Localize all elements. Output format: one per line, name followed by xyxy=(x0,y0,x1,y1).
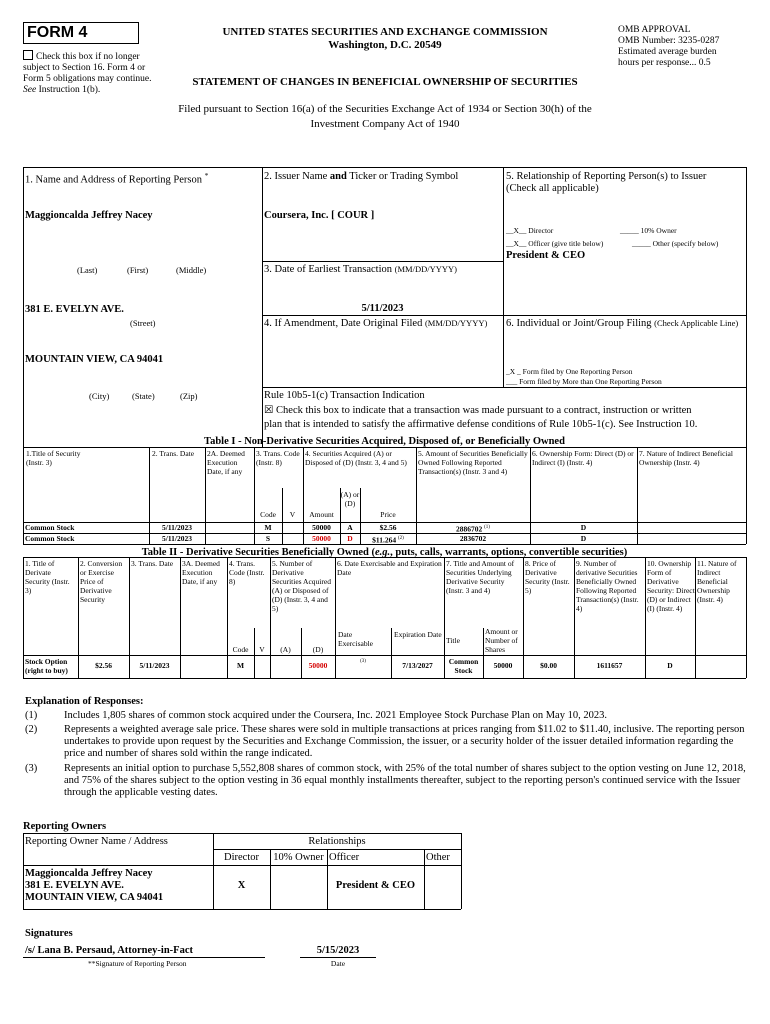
t1-h4: 4. Securities Acquired (A) or Disposed of (D) (Instr. 3, 4 and 5) xyxy=(305,449,407,467)
owner-street: 381 E. EVELYN AVE. xyxy=(25,880,124,891)
note2-num: (2) xyxy=(25,724,38,735)
t2-r1-expiration: 7/13/2027 xyxy=(402,661,433,670)
owners-col-director: Director xyxy=(224,852,259,863)
t1-r1-owned: 2886702 xyxy=(456,524,483,534)
box2-label xyxy=(264,171,458,183)
burden-line2: hours per response... 0.5 xyxy=(618,58,711,68)
note3-text: Represents an initial option to purchase 5,552,808 shares of common stock, with 25% of the total number of shares subject to the option vesting on June 12, 2018, and 75% of the shares subject to the option vesting in 36 equal monthly installments thereafter, subject to the reporting person's continued service with the Issuer through the applicable vesting dates. xyxy=(64,763,746,798)
t1-r1-owned-note[interactable]: (1) xyxy=(484,525,490,530)
t1-sub-aord: (A) or (D) xyxy=(340,490,360,508)
t1-r2-price-note[interactable]: (2) xyxy=(398,536,404,541)
note1-num: (1) xyxy=(25,710,38,721)
t2-r1-under-title: Common Stock xyxy=(448,657,479,675)
t2-h2: 2. Conversion or Exercise Price of Derivative Security xyxy=(80,559,123,604)
rule10b5-title: Rule 10b5-1(c) Transaction Indication xyxy=(264,390,425,401)
t2-r1-d: 50000 xyxy=(308,661,328,670)
t2-h9: 9. Number of derivative Securities Beneficially Owned Following Reported Transaction(s) (Instr. 4) xyxy=(576,559,639,613)
section16-checkbox-block xyxy=(23,50,155,96)
box4-label-text: 4. If Amendment, Date Original Filed xyxy=(264,318,423,329)
box6-note: (Check Applicable Line) xyxy=(654,318,739,328)
form-title: FORM 4 xyxy=(27,24,88,41)
t2-r1-form: D xyxy=(667,661,673,670)
box2-label-pre: 2. Issuer Name xyxy=(264,171,328,182)
owner-city: MOUNTAIN VIEW, CA 94041 xyxy=(25,892,164,903)
t1-h2a: 2A. Deemed Execution Date, if any xyxy=(207,449,245,476)
last-label: (Last) xyxy=(77,265,98,275)
owners-title: Reporting Owners xyxy=(23,821,107,832)
t2-h11: 11. Nature of Indirect Beneficial Ownership (Instr. 4) xyxy=(697,559,737,604)
t1-r1-aord: A xyxy=(347,523,353,532)
box4-format: (MM/DD/YYYY) xyxy=(424,318,488,328)
t2-r1-owned: 1611657 xyxy=(596,661,623,670)
box6-label xyxy=(506,318,744,330)
multi-person-option[interactable]: ___ Form filed by More than One Reporting Person xyxy=(506,377,662,386)
t2-r1-price: $2.56 xyxy=(95,661,112,670)
t1-sub-amount: Amount xyxy=(309,510,334,519)
table1-title: Table I - Non-Derivative Securities Acquired, Disposed of, or Beneficially Owned xyxy=(204,436,565,447)
omb-box xyxy=(618,25,758,69)
box3-label xyxy=(264,264,457,276)
officer-title: President & CEO xyxy=(506,250,586,261)
box1-label xyxy=(25,171,208,187)
owners-relationships: Relationships xyxy=(308,836,366,847)
t1-sub-v: V xyxy=(289,510,296,519)
issuer-name: Coursera, Inc. [ COUR ] xyxy=(264,210,375,221)
box5-label-line1: 5. Relationship of Reporting Person(s) to Issuer xyxy=(506,171,707,182)
form-title-box xyxy=(23,22,139,44)
street-label: (Street) xyxy=(130,318,156,328)
state-label: (State) xyxy=(132,391,155,401)
agency-location: Washington, D.C. 20549 xyxy=(328,39,442,51)
t2-r1-exercisable-note[interactable]: (3) xyxy=(360,659,366,664)
t2-h3: 3. Trans. Date xyxy=(131,559,174,568)
box2-label-post: Ticker or Trading Symbol xyxy=(349,171,459,182)
t1-h1: 1.Title of Security (Instr. 3) xyxy=(26,449,81,467)
t1-r2-form: D xyxy=(580,534,587,543)
first-label: (First) xyxy=(127,265,149,275)
t2-r1-under-amount: 50000 xyxy=(493,661,513,670)
signature-date: 5/15/2023 xyxy=(316,945,360,956)
t1-h2: 2. Trans. Date xyxy=(152,449,195,458)
t2-r1-title: Stock Option (right to buy) xyxy=(25,657,68,675)
section16-checkbox-label: Check this box if no longer subject to Section 16. Form 4 or Form 5 obligations may continue. xyxy=(23,52,152,84)
t1-r2-date: 5/11/2023 xyxy=(161,534,192,543)
t2-sub-title: Title xyxy=(446,636,460,645)
t2-h4: 4. Trans. Code (Instr. 8) xyxy=(229,559,265,586)
other-checkbox[interactable]: _____ Other (specify below) xyxy=(632,239,719,248)
owners-col-name: Reporting Owner Name / Address xyxy=(25,836,168,847)
city-state-zip: MOUNTAIN VIEW, CA 94041 xyxy=(25,354,164,365)
t2-h10: 10. Ownership Form of Derivative Security: Direct (D) or Indirect (I) (Instr. 4) xyxy=(647,559,695,613)
reporting-person-name: Maggioncalda Jeffrey Nacey xyxy=(25,210,153,221)
t2-h6: 6. Date Exercisable and Expiration Date xyxy=(337,559,442,577)
t2-sub-code: Code xyxy=(232,645,249,654)
rule10b5-text-line2: plan that is intended to satisfy the affirmative defense conditions of Rule 10b5-1(c). See Instruction 10. xyxy=(264,419,698,430)
t1-r1-form: D xyxy=(580,523,587,532)
t1-r1-price: $2.56 xyxy=(379,523,397,532)
box3-label-text: 3. Date of Earliest Transaction xyxy=(264,264,393,275)
table2-title-pre: Table II - Derivative Securities Beneficially Owned ( xyxy=(141,547,375,558)
signature-label: **Signature of Reporting Person xyxy=(88,959,187,968)
t1-r2-amount: 50000 xyxy=(312,534,331,543)
note2-text: Represents a weighted average sale price. These shares were sold in multiple transactions at prices ranging from $11.02 to $11.40, inclusive. The reporting person undertakes to provide upon request by the Securities and Exchange Commission, the issuer, or a security holder of the issuer detailed information regarding the price and number of shares sold within the range indicated. xyxy=(64,724,745,759)
one-person-option[interactable]: _X _ Form filed by One Reporting Person xyxy=(506,367,633,376)
statement-title: STATEMENT OF CHANGES IN BENEFICIAL OWNERSHIP OF SECURITIES xyxy=(192,76,578,88)
explanation-title: Explanation of Responses: xyxy=(25,696,144,707)
box1-label-mark: * xyxy=(204,171,209,180)
box2-label-and: and xyxy=(329,171,347,182)
t1-r2-price: $11.264 xyxy=(372,535,397,545)
t2-sub-a: (A) xyxy=(280,645,291,654)
rule10b5-checkbox-row xyxy=(264,405,746,417)
officer-checkbox[interactable]: __X__ Officer (give title below) xyxy=(506,239,604,248)
owner-director-mark: X xyxy=(237,880,246,891)
owner-address xyxy=(25,868,213,904)
filed-pursuant-line1: Filed pursuant to Section 16(a) of the Securities Exchange Act of 1934 or Section 30(h) of the xyxy=(178,103,592,115)
t2-h8: 8. Price of Derivative Security (Instr. 5) xyxy=(525,559,570,595)
box5-label-line2: (Check all applicable) xyxy=(506,183,599,194)
signer-name: /s/ Lana B. Persaud, Attorney-in-Fact xyxy=(25,945,193,956)
t1-r2-aord: D xyxy=(347,534,353,543)
date-label: Date xyxy=(330,959,346,968)
t2-sub-date-ex: Date Exercisable xyxy=(338,630,373,648)
street-address: 381 E. EVELYN AVE. xyxy=(25,304,124,315)
table2-title-post: , puts, calls, warrants, options, convertible securities) xyxy=(390,547,628,558)
ten-percent-checkbox[interactable]: _____ 10% Owner xyxy=(620,226,677,235)
t2-h1: 1. Title of Derivate Security (Instr. 3) xyxy=(25,559,70,595)
city-label: (City) xyxy=(89,391,110,401)
zip-label: (Zip) xyxy=(180,391,198,401)
omb-approval: OMB APPROVAL xyxy=(618,25,691,35)
box4-label xyxy=(264,318,487,330)
t2-sub-v: V xyxy=(259,645,265,654)
instruction-label: Instruction 1(b). xyxy=(38,85,101,95)
t2-sub-exp: Expiration Date xyxy=(394,630,442,639)
see-label: See xyxy=(23,85,37,95)
t2-h7: 7. Title and Amount of Securities Underlying Derivative Security (Instr. 3 and 4) xyxy=(446,559,515,595)
director-checkbox[interactable]: __X__ Director xyxy=(506,226,554,235)
t2-sub-d: (D) xyxy=(312,645,324,654)
rule10b5-text-line1: Check this box to indicate that a transaction was made pursuant to a contract, instruction or written xyxy=(276,405,692,416)
table2-title-eg: e.g. xyxy=(374,547,391,558)
owners-col-other: Other xyxy=(426,852,450,863)
t1-r1-owned-cell xyxy=(416,523,530,534)
owner-name: Maggioncalda Jeffrey Nacey xyxy=(25,868,153,879)
t1-r2-code: S xyxy=(265,534,271,543)
section16-checkbox[interactable] xyxy=(23,50,33,60)
t2-h3a: 3A. Deemed Execution Date, if any xyxy=(182,559,220,586)
owner-officer-title: President & CEO xyxy=(335,880,416,891)
box5-label xyxy=(506,171,744,195)
t1-h7: 7. Nature of Indirect Beneficial Ownership (Instr. 4) xyxy=(639,449,733,467)
t1-h6: 6. Ownership Form: Direct (D) or Indirect (I) (Instr. 4) xyxy=(532,449,634,467)
t2-h5: 5. Number of Derivative Securities Acquired (A) or Disposed of (D) (Instr. 3, 4 and 5) xyxy=(272,559,331,613)
box3-format: (MM/DD/YYYY) xyxy=(394,264,457,274)
box1-label-text: 1. Name and Address of Reporting Person xyxy=(25,174,203,186)
middle-label: (Middle) xyxy=(176,265,207,275)
omb-number: OMB Number: 3235-0287 xyxy=(618,36,720,46)
t1-r2-title: Common Stock xyxy=(25,534,75,543)
signatures-title: Signatures xyxy=(25,928,73,939)
t1-r1-date: 5/11/2023 xyxy=(161,523,192,532)
t1-sub-code: Code xyxy=(260,510,276,519)
rule10b5-checkbox[interactable]: ☒ xyxy=(264,405,274,416)
burden-line1: Estimated average burden xyxy=(618,47,717,57)
t1-r2-owned: 2836702 xyxy=(459,534,487,543)
box6-label-text: 6. Individual or Joint/Group Filing xyxy=(506,318,652,329)
owners-col-officer: Officer xyxy=(329,852,360,863)
t1-r2-price-cell xyxy=(360,534,416,545)
t1-sub-price: Price xyxy=(380,510,396,519)
t2-r1-code: M xyxy=(236,661,245,670)
owners-col-ten: 10% Owner xyxy=(273,852,324,863)
note3-num: (3) xyxy=(25,763,38,774)
note1-text: Includes 1,805 shares of common stock acquired under the Coursera, Inc. 2021 Employee Stock Purchase Plan on May 10, 2023. xyxy=(64,710,607,721)
t2-r1-deriv-price: $0.00 xyxy=(540,661,557,670)
t1-h5: 5. Amount of Securities Beneficially Owned Following Reported Transaction(s) (Instr. 3 and 4) xyxy=(418,449,528,476)
t1-r1-amount: 50000 xyxy=(312,523,331,532)
t1-h3: 3. Trans. Code (Instr. 8) xyxy=(256,449,300,467)
agency-name: UNITED STATES SECURITIES AND EXCHANGE COMMISSION xyxy=(222,26,548,38)
t1-r1-title: Common Stock xyxy=(25,523,75,532)
t2-r1-date: 5/11/2023 xyxy=(139,661,170,670)
t1-r1-code: M xyxy=(264,523,272,532)
t2-sub-amount: Amount or Number of Shares xyxy=(485,627,518,654)
earliest-transaction-date: 5/11/2023 xyxy=(361,303,404,314)
filed-pursuant-line2: Investment Company Act of 1940 xyxy=(310,118,460,130)
